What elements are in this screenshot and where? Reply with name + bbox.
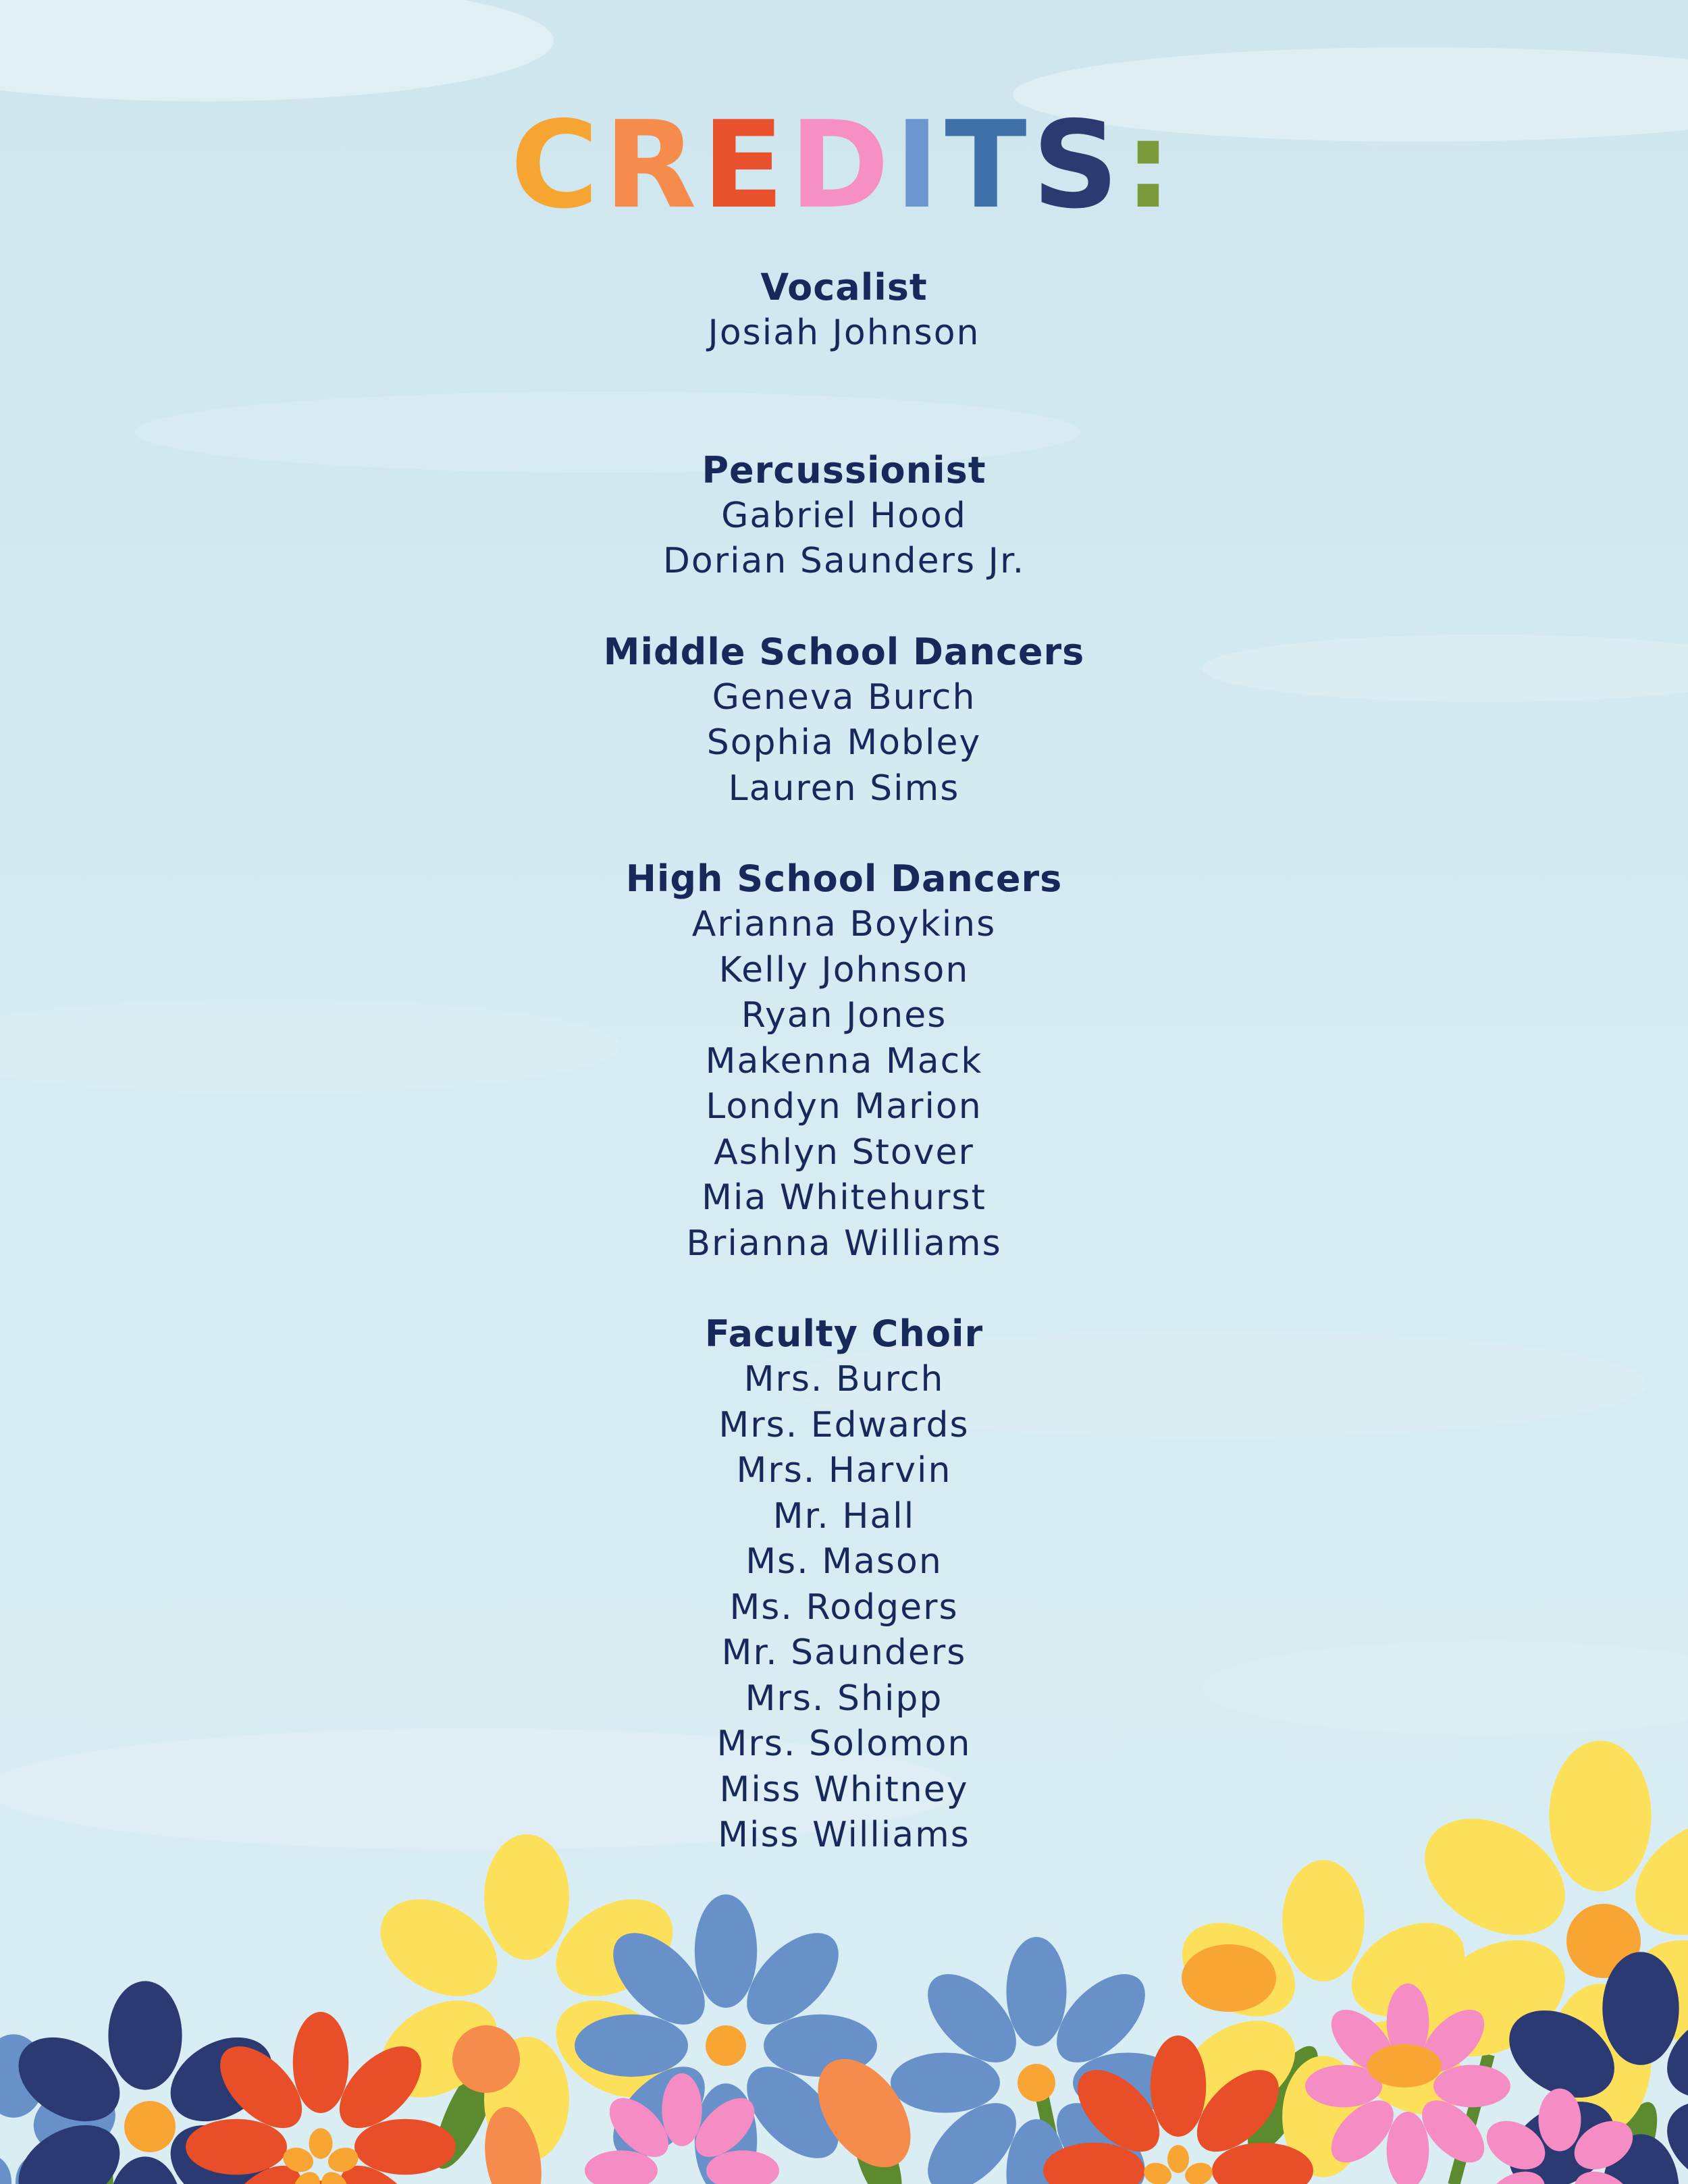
credit-name: Ashlyn Stover — [714, 1131, 974, 1173]
credit-name: Ryan Jones — [741, 995, 947, 1036]
title-letter: C — [510, 95, 604, 235]
title-letter: D — [789, 95, 895, 235]
credit-name: Londyn Marion — [706, 1086, 982, 1127]
credit-name: Arianna Boykins — [691, 904, 997, 944]
credit-name: Mrs. Edwards — [718, 1404, 970, 1445]
section-role: Faculty Choir — [704, 1312, 984, 1355]
credit-name: Sophia Mobley — [706, 722, 982, 763]
credit-name: Mrs. Burch — [743, 1359, 945, 1400]
credit-name: Mrs. Shipp — [745, 1678, 943, 1719]
credit-name: Kelly Johnson — [718, 949, 970, 990]
title-letter: S — [1032, 95, 1124, 235]
section-role: High School Dancers — [625, 857, 1063, 900]
title-letter: E — [702, 95, 790, 235]
credit-name: Mrs. Harvin — [736, 1450, 952, 1491]
credit-name: Brianna Williams — [686, 1223, 1002, 1264]
credit-name: Geneva Burch — [712, 676, 976, 718]
title-letter: T — [945, 95, 1032, 235]
title-letter: R — [604, 95, 702, 235]
credit-name: Mrs. Solomon — [716, 1724, 972, 1764]
credit-name: Makenna Mack — [705, 1040, 983, 1082]
title-letter: I — [895, 95, 945, 235]
section-role: Vocalist — [760, 266, 928, 309]
section-role: Middle School Dancers — [603, 630, 1085, 673]
credit-name: Mr. Hall — [772, 1495, 916, 1537]
credit-name: Gabriel Hood — [721, 495, 967, 536]
credit-name: Ms. Rodgers — [729, 1587, 959, 1628]
credit-name: Lauren Sims — [728, 768, 960, 809]
credit-name: Ms. Mason — [745, 1541, 943, 1582]
section-role: Percussionist — [702, 448, 986, 491]
credit-name: Dorian Saunders Jr. — [662, 541, 1026, 581]
credit-name: Mia Whitehurst — [702, 1177, 986, 1218]
credit-name: Mr. Saunders — [721, 1632, 967, 1673]
credit-name: Miss Whitney — [719, 1769, 969, 1810]
title-letter: : — [1124, 95, 1178, 235]
credit-name: Josiah Johnson — [708, 313, 980, 353]
credit-name: Miss Williams — [718, 1815, 970, 1855]
